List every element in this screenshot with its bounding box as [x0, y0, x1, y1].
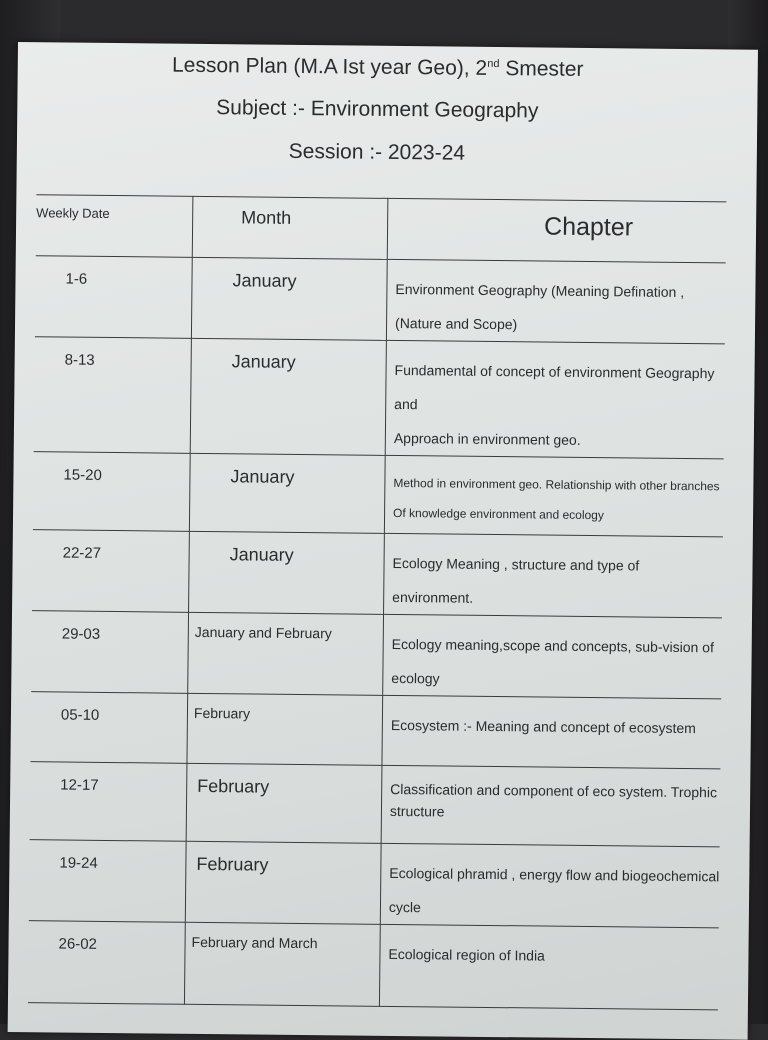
cell-chapter	[380, 843, 719, 928]
cell-date: 05-10	[30, 692, 187, 764]
chapter-line: Fundamental of concept of environment Geography and	[394, 361, 715, 413]
cell-date: 19-24	[29, 840, 186, 923]
cell-date: 12-17	[30, 762, 187, 842]
chapter-line: Of knowledge environment and ecology	[393, 505, 604, 523]
cell-chapter	[383, 614, 722, 699]
table-row	[32, 530, 723, 618]
cell-chapter	[384, 533, 723, 618]
lesson-plan-table	[28, 194, 726, 1010]
chapter-line: Ecology meaning,scope and concepts, sub-vision of ecology	[391, 635, 714, 687]
cell-date: 8-13	[34, 337, 192, 454]
chapter-line: Ecology Meaning , structure and type of environment.	[392, 554, 640, 606]
chapter-line: Classification and component of eco system. Trophic	[390, 780, 718, 801]
chapter-line: Approach in environment geo.	[393, 429, 581, 448]
cell-month: February	[187, 693, 383, 765]
session-heading: Session :- 2023-24	[288, 139, 466, 165]
table-row	[30, 692, 721, 769]
chapter-line: Ecological region of India	[388, 945, 545, 964]
chapter-line: Ecosystem :- Meaning and concept of ecosystem	[390, 716, 696, 737]
title-text: Lesson Plan (M.A Ist year Geo), 2	[171, 53, 488, 80]
cell-month: January	[190, 338, 386, 455]
cell-month: January	[189, 453, 385, 533]
chapter-line: Ecological phramid , energy flow and biogeochemical cycle	[388, 864, 720, 916]
cell-date: 1-6	[35, 256, 192, 339]
table-row	[34, 337, 725, 459]
cell-chapter	[379, 924, 718, 1010]
cell-month: January	[191, 257, 387, 340]
cell-month: January	[189, 531, 385, 614]
header-chapter: Chapter	[387, 198, 726, 263]
subject-heading: Subject :- Environment Geography	[216, 96, 539, 123]
table-row	[28, 921, 719, 1010]
cell-date: 26-02	[28, 921, 185, 1005]
title-superscript: nd	[487, 57, 500, 71]
chapter-line: structure	[389, 802, 445, 820]
table-row	[29, 840, 720, 928]
cell-date: 15-20	[33, 452, 190, 532]
cell-chapter	[384, 455, 723, 537]
cell-date: 29-03	[31, 611, 188, 694]
chapter-line: (Nature and Scope)	[394, 314, 518, 333]
header-weekly-date: Weekly Date	[36, 195, 193, 258]
table-row	[33, 452, 724, 537]
table-header-row	[36, 195, 727, 263]
cell-chapter	[386, 259, 725, 344]
cell-chapter	[382, 695, 721, 769]
chapter-line: Method in environment geo. Relationship with other branches	[393, 475, 720, 494]
header-month: Month	[192, 196, 388, 259]
cell-month: February and March	[184, 922, 380, 1006]
table-row	[30, 762, 721, 847]
table-row	[35, 256, 726, 344]
table-row	[31, 611, 722, 699]
chapter-line: Environment Geography (Meaning Defination ,	[395, 280, 685, 300]
cell-chapter	[381, 765, 720, 847]
cell-month: February	[185, 841, 381, 924]
title-text-end: Smester	[499, 57, 584, 81]
document-title	[8, 52, 748, 84]
cell-month: January and February	[188, 612, 384, 695]
paper-sheet	[8, 42, 758, 1040]
cell-month: February	[186, 763, 382, 843]
cell-chapter	[385, 340, 725, 459]
cell-date: 22-27	[32, 530, 189, 613]
